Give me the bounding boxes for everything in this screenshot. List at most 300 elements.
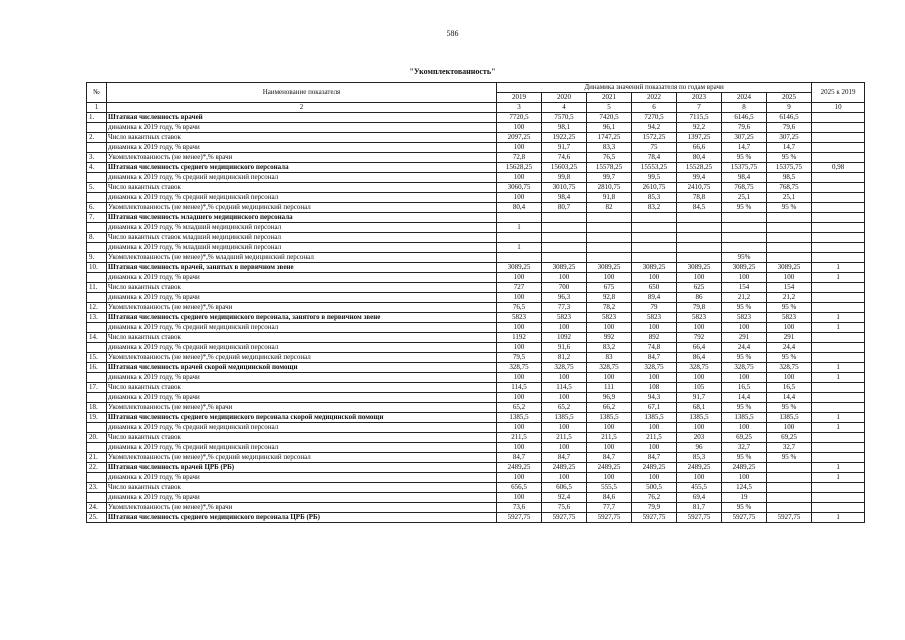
year-value [587,233,632,243]
year-value: 606,5 [542,483,587,493]
table-row [87,113,865,123]
year-value: 86 [677,293,722,303]
table-row [87,253,865,263]
year-value: 7115,5 [677,113,722,123]
row-number: 25. [87,513,107,523]
year-value: 74,8 [632,343,677,353]
year-value [677,233,722,243]
year-value: 2489,25 [542,463,587,473]
header-dynamics: Динамика значений показателя по годам врачи [497,83,812,93]
year-value: 100 [497,493,542,503]
row-number: 24. [87,503,107,513]
indicator-name: Число вакантных ставок [107,383,497,393]
year-value: 5823 [542,313,587,323]
table-row [87,333,865,343]
row-number: 13. [87,313,107,323]
table-row [87,453,865,463]
year-value [587,213,632,223]
year-value: 328,75 [587,363,632,373]
year-value [542,233,587,243]
year-value: 96 [677,443,722,453]
year-value: 81,7 [677,503,722,513]
year-value: 3089,25 [722,263,767,273]
year-value: 328,75 [722,363,767,373]
year-value: 7570,5 [542,113,587,123]
year-value: 79,6 [767,123,812,133]
ratio-value: 1 [812,313,865,323]
year-value: 72,8 [497,153,542,163]
year-value: 307,25 [767,133,812,143]
year-value: 1385,5 [497,413,542,423]
indicator-name: Укомплектованность (не менее)*,% врачи [107,303,497,313]
year-value: 77,3 [542,303,587,313]
year-value: 100 [587,373,632,383]
year-value [497,213,542,223]
header-year: 2025 [767,93,812,103]
year-value: 91,8 [587,193,632,203]
year-value: 100 [722,423,767,433]
ratio-value [812,303,865,313]
indicator-name: динамика к 2019 году, % врачи [107,393,497,403]
header-row-1 [87,83,865,93]
ratio-value: 1 [812,423,865,433]
year-value: 80,4 [497,203,542,213]
table-row [87,203,865,213]
table-row [87,373,865,383]
year-value: 92,8 [587,293,632,303]
year-value: 77,7 [587,503,632,513]
year-value [722,213,767,223]
row-number: 7. [87,213,107,223]
table-row [87,433,865,443]
year-value: 95 % [722,503,767,513]
year-value: 95 % [767,153,812,163]
header-column-numbers [87,103,865,113]
year-value: 291 [767,333,812,343]
table-row [87,193,865,203]
year-value: 100 [542,443,587,453]
column-number: 10 [812,103,865,113]
year-value [767,503,812,513]
table-row [87,233,865,243]
year-value [767,473,812,483]
year-value: 1385,5 [632,413,677,423]
year-value: 99,4 [677,173,722,183]
indicator-name: Укомплектованность (не менее)*,% средний медицинский персонал [107,203,497,213]
indicator-name: динамика к 2019 году, % средний медицинский персонал [107,193,497,203]
year-value: 100 [497,473,542,483]
year-value: 95 % [722,453,767,463]
row-number: 6. [87,203,107,213]
table-row [87,163,865,173]
row-number: 21. [87,453,107,463]
year-value: 96,9 [587,393,632,403]
year-value: 211,5 [587,433,632,443]
year-value: 15578,25 [587,163,632,173]
year-value: 74,6 [542,153,587,163]
year-value: 85,3 [632,193,677,203]
table-row [87,473,865,483]
year-value: 84,7 [587,453,632,463]
year-value [767,243,812,253]
ratio-value [812,333,865,343]
year-value: 100 [632,473,677,483]
year-value: 1 [497,243,542,253]
year-value: 14,4 [767,393,812,403]
year-value [767,463,812,473]
year-value: 100 [497,273,542,283]
year-value: 3089,25 [497,263,542,273]
year-value: 211,5 [497,433,542,443]
indicator-name: динамика к 2019 году, % врачи [107,493,497,503]
column-number: 4 [542,103,587,113]
year-value: 211,5 [542,433,587,443]
indicator-name: динамика к 2019 году, % младший медицинский персонал [107,243,497,253]
year-value [542,213,587,223]
year-value [767,253,812,263]
row-number: 23. [87,483,107,493]
year-value: 5823 [497,313,542,323]
year-value: 66,2 [587,403,632,413]
table-row [87,303,865,313]
year-value: 91,7 [677,393,722,403]
year-value [767,223,812,233]
year-value: 65,2 [542,403,587,413]
year-value: 675 [587,283,632,293]
year-value: 154 [722,283,767,293]
year-value [677,243,722,253]
year-value: 111 [587,383,632,393]
year-value: 100 [497,193,542,203]
table-row [87,343,865,353]
column-number: 5 [587,103,632,113]
year-value: 96,1 [587,123,632,133]
year-value: 100 [632,323,677,333]
indicator-name: динамика к 2019 году, % врачи [107,123,497,133]
ratio-value: 1 [812,513,865,523]
year-value: 154 [767,283,812,293]
row-number [87,493,107,503]
table-row [87,283,865,293]
year-value: 124,5 [722,483,767,493]
header-year: 2021 [587,93,632,103]
year-value: 792 [677,333,722,343]
year-value: 100 [722,323,767,333]
year-value: 100 [587,443,632,453]
year-value: 91,6 [542,343,587,353]
table-row [87,123,865,133]
year-value: 95 % [767,453,812,463]
column-number: 1 [87,103,107,113]
year-value: 100 [542,273,587,283]
ratio-value [812,143,865,153]
year-value: 100 [767,373,812,383]
year-value: 99,5 [632,173,677,183]
year-value: 1 [497,223,542,233]
year-value: 94,2 [632,123,677,133]
year-value: 86,4 [677,353,722,363]
year-value: 768,75 [767,183,812,193]
year-value [587,243,632,253]
year-value: 19 [722,493,767,503]
ratio-value [812,213,865,223]
year-value: 2097,25 [497,133,542,143]
year-value: 100 [632,373,677,383]
row-number: 11. [87,283,107,293]
indicator-name: Штатная численность врачей [107,113,497,123]
ratio-value [812,123,865,133]
header-year: 2022 [632,93,677,103]
table-row [87,273,865,283]
indicator-name: Укомплектованность (не менее)*,% младший медицинский персонал [107,253,497,263]
year-value: 78,4 [632,153,677,163]
column-number: 9 [767,103,812,113]
ratio-value: 1 [812,263,865,273]
year-value: 5927,75 [497,513,542,523]
column-number: 8 [722,103,767,113]
year-value [677,223,722,233]
table-row [87,143,865,153]
table-row [87,293,865,303]
year-value: 105 [677,383,722,393]
row-number: 3. [87,153,107,163]
row-number: 20. [87,433,107,443]
indicator-name: динамика к 2019 году, % врачи [107,293,497,303]
ratio-value [812,253,865,263]
row-number [87,323,107,333]
ratio-value [812,153,865,163]
year-value: 100 [677,373,722,383]
year-value: 500,5 [632,483,677,493]
ratio-value: 1 [812,323,865,333]
row-number [87,423,107,433]
indicator-name: Число вакантных ставок [107,283,497,293]
year-value: 5927,75 [587,513,632,523]
year-value: 5823 [722,313,767,323]
year-value [632,213,677,223]
row-number: 15. [87,353,107,363]
ratio-value [812,233,865,243]
year-value: 79,9 [632,503,677,513]
row-number [87,143,107,153]
year-value: 32,7 [722,443,767,453]
year-value: 32,7 [767,443,812,453]
table-row [87,243,865,253]
year-value: 100 [722,373,767,383]
year-value: 24,4 [767,343,812,353]
indicator-name: Штатная численность младшего медицинского персонала [107,213,497,223]
indicator-name: Укомплектованность (не менее)*,% врачи [107,153,497,163]
year-value: 100 [497,123,542,133]
ratio-value [812,503,865,513]
year-value: 84,5 [677,203,722,213]
year-value: 94,3 [632,393,677,403]
year-value: 76,2 [632,493,677,503]
ratio-value [812,293,865,303]
ratio-value [812,353,865,363]
year-value: 100 [542,323,587,333]
indicator-name: Укомплектованность (не менее)*,% средний медицинский персонал [107,453,497,463]
row-number: 9. [87,253,107,263]
year-value: 79,8 [677,303,722,313]
document-title: "Укомплектованность" [409,67,496,76]
year-value [722,233,767,243]
year-value: 99,8 [542,173,587,183]
year-value: 6146,5 [722,113,767,123]
ratio-value [812,443,865,453]
year-value: 625 [677,283,722,293]
indicator-name: Число вакантных ставок младший медицинский персонал [107,233,497,243]
year-value: 73,6 [497,503,542,513]
year-value: 1385,5 [767,413,812,423]
table-row [87,513,865,523]
year-value [767,213,812,223]
indicator-name: Штатная численность врачей скорой медицинской помощи [107,363,497,373]
row-number [87,373,107,383]
year-value [767,483,812,493]
ratio-value [812,173,865,183]
year-value: 2410,75 [677,183,722,193]
table-row [87,223,865,233]
header-year: 2019 [497,93,542,103]
table-row [87,323,865,333]
year-value: 727 [497,283,542,293]
year-value: 1385,5 [722,413,767,423]
indicator-name: динамика к 2019 году, % врачи [107,473,497,483]
year-value: 84,6 [587,493,632,503]
year-value: 92,4 [542,493,587,503]
row-number: 17. [87,383,107,393]
table-row [87,413,865,423]
year-value: 100 [632,423,677,433]
ratio-value [812,383,865,393]
ratio-value [812,343,865,353]
year-value: 15553,25 [632,163,677,173]
year-value: 100 [587,273,632,283]
ratio-value [812,283,865,293]
year-value: 3089,25 [542,263,587,273]
year-value: 100 [542,373,587,383]
year-value: 98,1 [542,123,587,133]
year-value [587,223,632,233]
year-value: 91,7 [542,143,587,153]
indicator-name: динамика к 2019 году, % средний медицинский персонал [107,343,497,353]
year-value: 95 % [767,353,812,363]
indicator-name: Укомплектованность (не менее)*,% средний медицинский персонал [107,353,497,363]
year-value: 328,75 [542,363,587,373]
year-value: 66,6 [677,143,722,153]
year-value: 100 [497,343,542,353]
year-value: 78,2 [587,303,632,313]
indicator-name: Штатная численность среднего медицинского персонала, занятого в первичном звене [107,313,497,323]
ratio-value [812,403,865,413]
year-value: 100 [497,373,542,383]
year-value: 95 % [767,303,812,313]
ratio-value [812,193,865,203]
row-number: 1. [87,113,107,123]
ratio-value: 0,98 [812,163,865,173]
year-value: 100 [497,323,542,333]
year-value: 25,1 [722,193,767,203]
row-number [87,193,107,203]
year-value: 67,1 [632,403,677,413]
row-number [87,293,107,303]
year-value: 3089,25 [677,263,722,273]
indicator-name: динамика к 2019 году, % врачи [107,273,497,283]
year-value: 203 [677,433,722,443]
year-value: 1385,5 [677,413,722,423]
year-value: 100 [497,443,542,453]
year-value [497,253,542,263]
year-value: 3089,25 [632,263,677,273]
year-value: 84,7 [632,453,677,463]
ratio-value: 1 [812,413,865,423]
year-value [632,223,677,233]
year-value: 992 [587,333,632,343]
year-value: 1092 [542,333,587,343]
year-value: 328,75 [632,363,677,373]
year-value: 95 % [722,203,767,213]
year-value: 100 [497,393,542,403]
year-value: 650 [632,283,677,293]
indicator-name: динамика к 2019 году, % средний медицинский персонал [107,323,497,333]
year-value: 5823 [767,313,812,323]
year-value: 656,5 [497,483,542,493]
row-number [87,393,107,403]
year-value: 95 % [722,353,767,363]
year-value: 892 [632,333,677,343]
ratio-value [812,433,865,443]
year-value: 768,75 [722,183,767,193]
column-number: 3 [497,103,542,113]
year-value [632,233,677,243]
indicator-name: динамика к 2019 году, % средний медицинский персонал [107,173,497,183]
header-year: 2023 [677,93,722,103]
year-value: 83,2 [632,203,677,213]
year-value: 2489,25 [497,463,542,473]
year-value: 76,5 [587,153,632,163]
year-value: 100 [677,273,722,283]
row-number [87,273,107,283]
ratio-value: 1 [812,363,865,373]
year-value [767,233,812,243]
header-year: 2020 [542,93,587,103]
year-value: 69,25 [767,433,812,443]
year-value: 1572,25 [632,133,677,143]
ratio-value [812,183,865,193]
year-value [542,223,587,233]
year-value: 555,5 [587,483,632,493]
year-value [497,233,542,243]
ratio-value: 1 [812,463,865,473]
indicator-name: динамика к 2019 году, % врачи [107,143,497,153]
table-row [87,443,865,453]
year-value: 1385,5 [542,413,587,423]
year-value: 2489,25 [632,463,677,473]
year-value [767,493,812,503]
year-value: 7420,5 [587,113,632,123]
year-value: 69,25 [722,433,767,443]
year-value [587,253,632,263]
row-number: 19. [87,413,107,423]
year-value: 100 [677,473,722,483]
year-value: 7720,5 [497,113,542,123]
year-value: 5823 [677,313,722,323]
table-row [87,133,865,143]
year-value: 92,2 [677,123,722,133]
indicator-name: Штатная численность врачей ЦРБ (РБ) [107,463,497,473]
year-value: 95 % [767,203,812,213]
